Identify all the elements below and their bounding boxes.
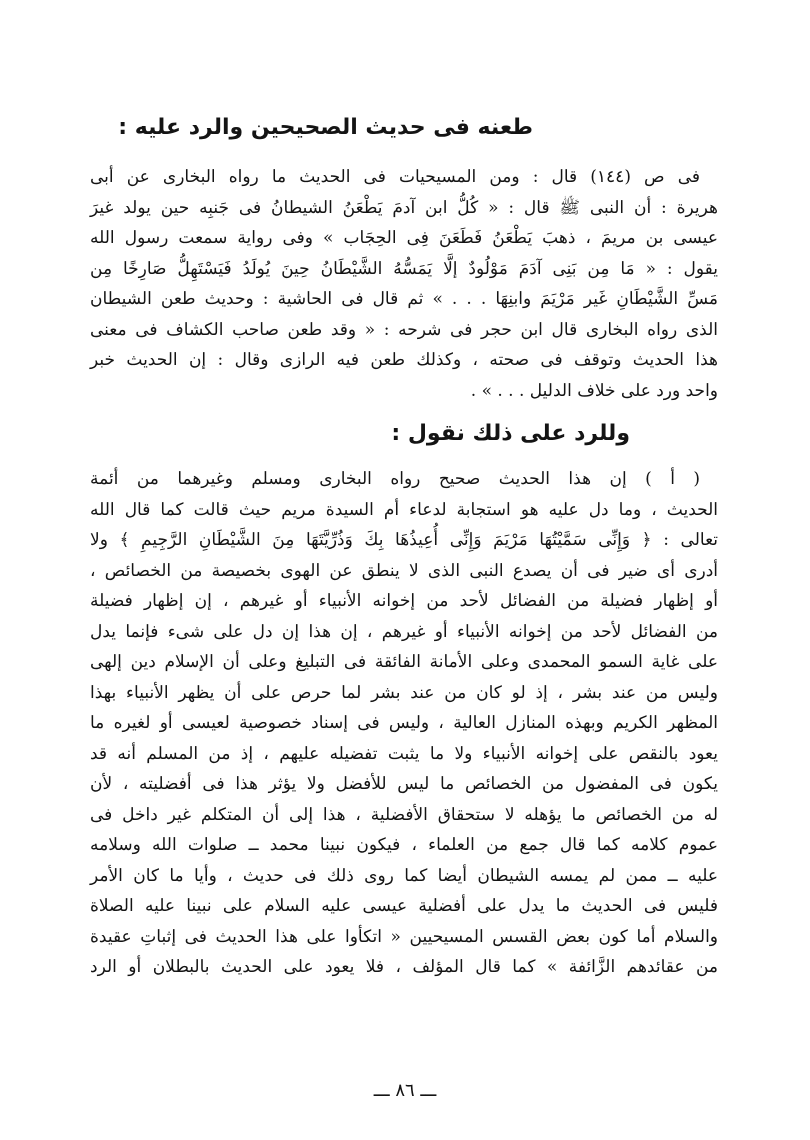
text-line: أو إظهار فضيلة من الفضائل لأحد من إخوانه الأنبياء أو غيرهم ، إن إظهار فضيلة xyxy=(90,591,718,611)
text-line: على غاية السمو المحمدى وعلى الأمانة الفائقة فى التبليغ وعلى أن الإسلام دين إلهى xyxy=(90,652,718,672)
text-line: يقول : « مَا مِن بَنِى آدَمَ مَوْلُودٌ إلَّا يَمَسُّهُ الشَّيْطَانُ حِينَ يُولَدُ فَيَسْتَهِلُّ صَارِخًا مِن xyxy=(90,258,718,279)
paragraph-reply xyxy=(90,464,718,983)
text-line: هذا الحديث وتوقف فى صحته ، وكذلك طعن فيه الرازى وقال : إن الحديث خبر xyxy=(90,350,718,370)
text-line: من عقائدهم الزَّائفة » كما قال المؤلف ، فلا يعود على الحديث بالبطلان أو الرد xyxy=(90,957,718,977)
text-line: ( أ ) إن هذا الحديث صحيح رواه البخارى ومسلم وغيرهما من أئمة xyxy=(90,469,700,489)
text-line: مَسِّ الشَّيْطَانِ غَير مَرْيَمَ وابنِهَا . . . » ثم قال فى الحاشية : وحديث طعن الشيطان xyxy=(90,289,718,309)
text-line: فليس فى الحديث ما يدل على أفضلية عيسى عليه السلام على نبينا عليه الصلاة xyxy=(90,896,718,916)
text-line: له من الخصائص ما يؤهله لا ستحقاق الأفضلية ، هذا إلى أن المتكلم غير داخل فى xyxy=(90,804,718,825)
text-line: المظهر الكريم وبهذه المنازل العالية ، وليس فى إسناد خصوصية لعيسى أو لغيره ما xyxy=(90,713,718,733)
text-line: عيسى بن مريمَ ، ذهبَ يَطْعَنُ فَطَعَنَ فِى الحِجَاب » وفى رواية سمعت رسول الله xyxy=(90,228,718,248)
section-heading-criticism: طعنه فى حديث الصحيحين والرد عليه : xyxy=(118,115,533,140)
section-heading-reply: وللرد على ذلك نقول : xyxy=(391,421,630,446)
text-line: وليس من عند بشر ، إذ لو كان من عند بشر لما حرص على أن يظهر الأنبياء بهذا xyxy=(90,682,718,703)
text-line: فى ص (١٤٤) قال : ومن المسيحيات فى الحديث ما رواه البخارى عن أبى xyxy=(90,167,701,187)
text-line: والسلام أما كون بعض القسس المسيحيين « اتكأوا على هذا الحديث فى إثباتِ عقيدة xyxy=(90,926,718,947)
text-line: واحد ورد على خلاف الدليل . . . » . xyxy=(470,380,718,401)
text-line: يعود بالنقص على إخوانه الأنبياء ولا ما يثبت تفضيله عليهم ، إذ من المسلم أنه قد xyxy=(90,743,718,764)
text-line: تعالى : ﴿ وَإِنِّى سَمَّيْتُهَا مَرْيَمَ وَإِنِّى أُعِيذُهَا بِكَ وَذُرِّيَّتَهَا مِنَ الشَّيْطَانِ الرَّجِيمِ ﴾ ولا xyxy=(90,530,718,550)
text-line: الذى رواه البخارى قال ابن حجر فى شرحه : « وقد طعن صاحب الكشاف فى معنى xyxy=(90,319,718,340)
paragraph-quote xyxy=(90,162,718,406)
text-line: عليه ــ ممن لم يمسه الشيطان أيضا كما روى ذلك فى حديث ، وأيا ما كان الأمر xyxy=(90,865,718,886)
text-line: هريرة : أن النبى ﷺ قال : « كُلُّ ابن آدمَ يَطْعَنُ الشيطانُ فى جَنبِه حين يولد غيرَ xyxy=(90,197,718,218)
text-line: يكون فى المفضول من الخصائص ما ليس للأفضل ولا يؤثر هذا فى أفضليته ، لأن xyxy=(90,774,718,794)
text-line: الحديث ، وما دل عليه هو استجابة لدعاء أم السيدة مريم حيث قالت كما قال الله xyxy=(90,499,718,520)
text-line: أدرى أى ضير فى أن يصدع النبى الذى لا ينطق عن الهوى بخصيصة من الخصائص ، xyxy=(90,560,718,581)
text-line: عموم كلامه كما قال جمع من العلماء ، فيكون نبينا محمد ــ صلوات الله وسلامه xyxy=(90,835,718,855)
page-number: ـــ ٨٦ ـــ xyxy=(373,1080,437,1101)
text-line: من الفضائل لأحد من إخوانه الأنبياء أو غيرهم ، إن هذا إن دل على شىء فإنما يدل xyxy=(90,621,718,642)
